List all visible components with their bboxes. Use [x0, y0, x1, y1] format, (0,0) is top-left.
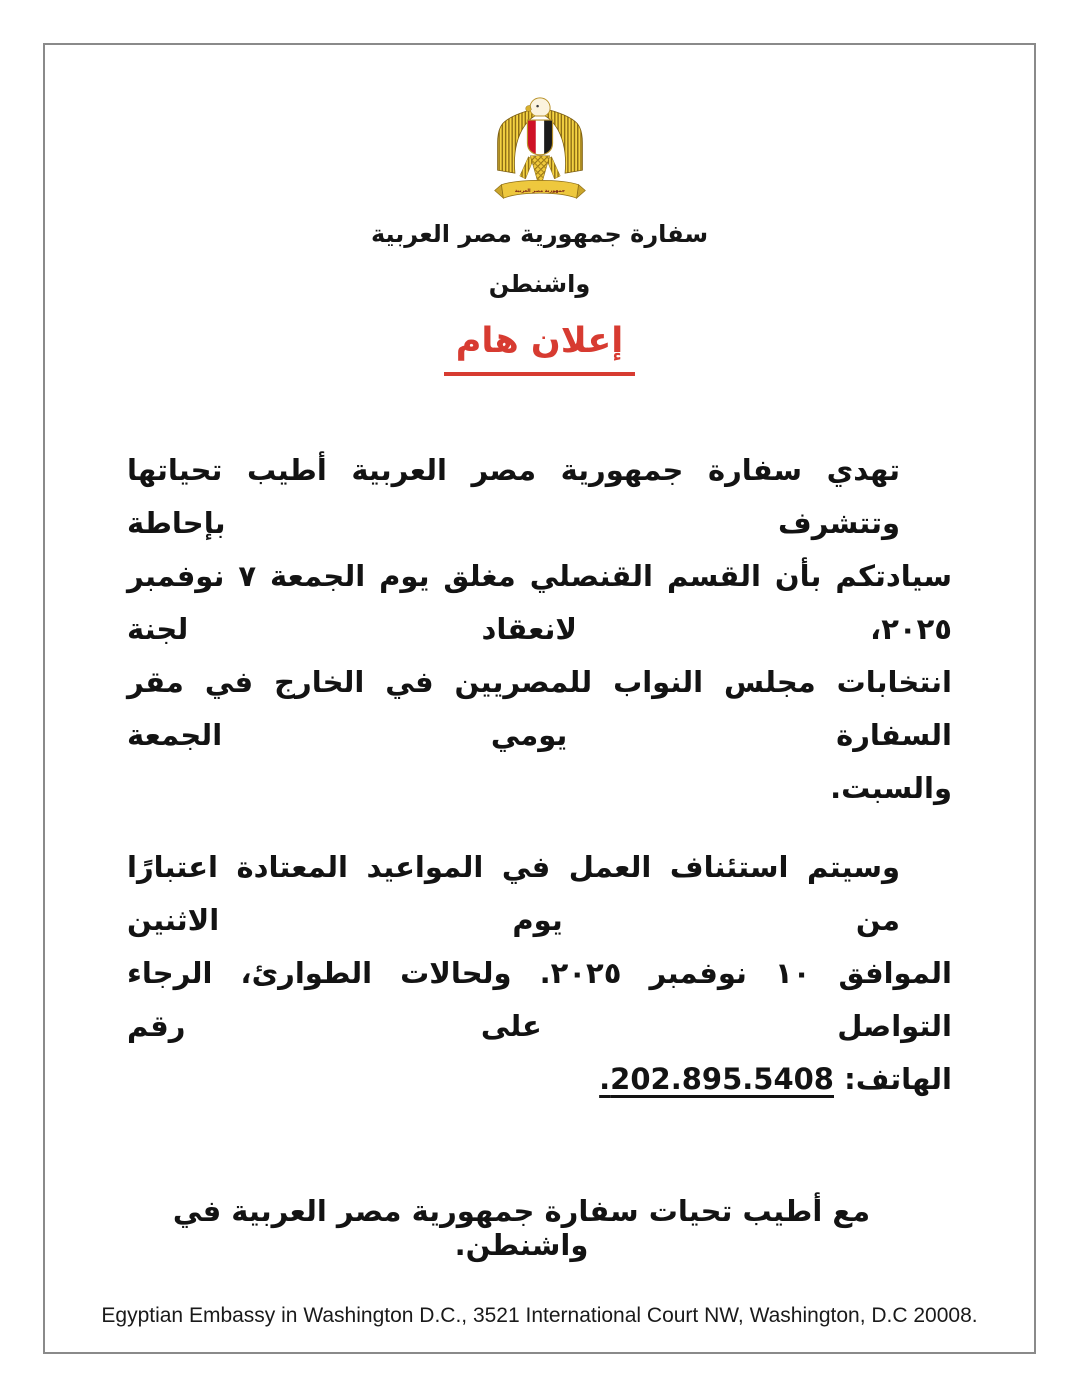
page-border [43, 43, 1036, 1354]
announcement-title: إعلان هام [444, 319, 636, 376]
phone-number: 202.895.5408. [599, 1062, 834, 1096]
emblem-container [127, 95, 952, 203]
body-paragraph-2 [127, 841, 952, 1106]
closing-salutation: مع أطيب تحيات سفارة جمهورية مصر العربية في واشنطن. [172, 1194, 871, 1262]
city-line: واشنطن [488, 270, 591, 298]
phone-line [127, 1053, 952, 1106]
paragraph-line: الموافق ١٠ نوفمبر ٢٠٢٥. ولحالات الطوارئ، الرجاء التواصل على رقم [127, 956, 952, 1043]
phone-label: الهاتف: [844, 1062, 952, 1096]
title-container [127, 319, 952, 376]
body-paragraph-1 [127, 444, 952, 815]
paragraph-line: وسيتم استئناف العمل في المواعيد المعتادة اعتبارًا من يوم الاثنين [127, 850, 900, 937]
paragraph-line: انتخابات مجلس النواب للمصريين في الخارج في مقر السفارة يومي الجمعة [127, 665, 952, 752]
paragraph-line: والسبت. [830, 771, 952, 805]
document-content [45, 45, 1034, 1352]
emblem-banner-text: جمهورية مصر العربية [514, 188, 565, 194]
footer-address: Egyptian Embassy in Washington D.C., 3521 International Court NW, Washington, D.C 20008. [101, 1304, 978, 1327]
paragraph-line: سيادتكم بأن القسم القنصلي مغلق يوم الجمعة ٧ نوفمبر ٢٠٢٥، لانعقاد لجنة [127, 559, 953, 646]
paragraph-line: تهدي سفارة جمهورية مصر العربية أطيب تحياتها وتتشرف بإحاطة [127, 453, 900, 540]
egypt-coat-of-arms-icon [491, 95, 589, 203]
embassy-name-line: سفارة جمهورية مصر العربية [370, 220, 709, 248]
